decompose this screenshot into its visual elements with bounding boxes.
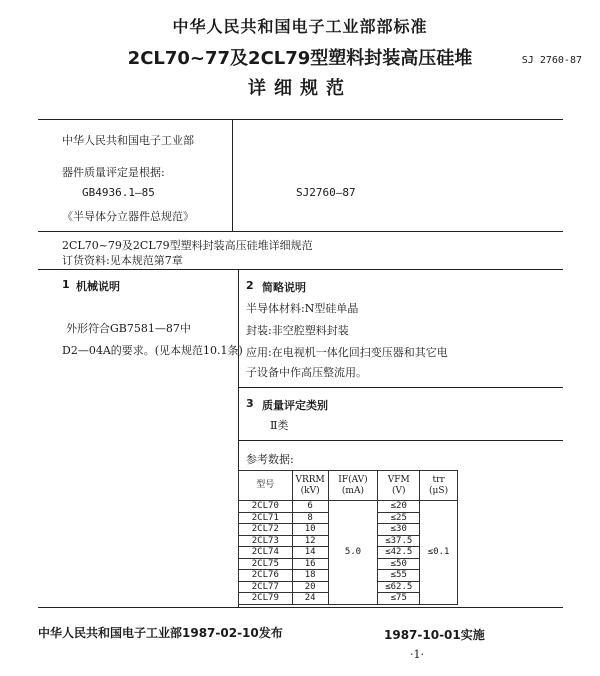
right-standard-number: SJ2760—87: [296, 186, 356, 199]
section1-title: 机械说明: [76, 280, 120, 293]
cell-vfm: ≤55: [378, 570, 420, 582]
cell-vrrm: 6: [292, 501, 328, 513]
section2-application-line2: 子设备中作高压整流用。: [246, 366, 367, 379]
basis-label: 器件质量评定是根据:: [62, 166, 165, 179]
section2-material: 半导体材料:N型硅单晶: [246, 302, 359, 315]
cell-trr: ≤0.1: [420, 501, 458, 605]
cell-model: 2CL73: [239, 535, 293, 547]
rule-bottom: [38, 607, 563, 608]
cell-vrrm: 8: [292, 512, 328, 524]
cell-model: 2CL70: [239, 501, 293, 513]
cell-if-av: 5.0: [328, 501, 378, 605]
divider-info: [232, 119, 233, 231]
rule-section3: [238, 387, 563, 388]
spec-name: 2CL70~79及2CL79型塑料封装高压硅堆详细规范: [62, 239, 313, 252]
section2-application-line1: 应用:在电视机一体化回扫变压器和其它电: [246, 346, 448, 359]
cell-vrrm: 24: [292, 593, 328, 605]
effective-date: 1987-10-01实施: [384, 628, 485, 642]
page-number: ·1·: [410, 648, 424, 661]
basis-code: GB4936.1—85: [82, 186, 155, 199]
section3-number: 3: [246, 397, 254, 410]
section2-number: 2: [246, 279, 254, 292]
table-row: [239, 501, 458, 513]
cell-model: 2CL79: [239, 593, 293, 605]
issued-date: 中华人民共和国电子工业部1987-02-10发布: [38, 626, 283, 640]
cell-vrrm: 10: [292, 524, 328, 536]
table-header-row: [239, 471, 458, 501]
cell-vrrm: 18: [292, 570, 328, 582]
section2-package: 封装:非空腔塑料封装: [246, 324, 349, 337]
rule-top: [38, 119, 563, 120]
cell-model: 2CL72: [239, 524, 293, 536]
col-model: 型号: [239, 471, 293, 501]
section1-number: 1: [62, 278, 70, 291]
rule-reference: [238, 440, 563, 441]
document-subtitle: 详细规范: [248, 78, 352, 99]
cell-vfm: ≤75: [378, 593, 420, 605]
org-standard-title: 中华人民共和国电子工业部部标准: [172, 17, 428, 36]
issuer: 中华人民共和国电子工业部: [62, 134, 194, 147]
standard-number: SJ 2760-87: [521, 55, 582, 66]
cell-vfm: ≤42.5: [378, 547, 420, 559]
cell-vrrm: 16: [292, 558, 328, 570]
section2-title: 简略说明: [262, 281, 306, 294]
section3-title: 质量评定类别: [262, 399, 328, 412]
reference-label: 参考数据:: [246, 453, 294, 466]
basis-spec: 《半导体分立器件总规范》: [62, 210, 194, 223]
rule-info-bottom: [38, 231, 563, 232]
col-if-av: IF(AV) (mA): [328, 471, 378, 501]
rule-spec-bottom: [38, 269, 563, 270]
document-title: 2CL70~77及2CL79型塑料封装高压硅堆: [127, 48, 473, 69]
cell-vfm: ≤20: [378, 501, 420, 513]
section1-body-line2: D2—04A的要求。(见本规范10.1条): [62, 344, 243, 357]
section3-category: Ⅱ类: [270, 419, 289, 432]
section1-body-line1: 外形符合GB7581—87中: [66, 322, 191, 335]
order-info: 订货资料:见本规范第7章: [62, 254, 183, 267]
cell-vfm: ≤25: [378, 512, 420, 524]
cell-vfm: ≤50: [378, 558, 420, 570]
cell-model: 2CL77: [239, 581, 293, 593]
cell-vfm: ≤37.5: [378, 535, 420, 547]
cell-vrrm: 12: [292, 535, 328, 547]
cell-model: 2CL75: [239, 558, 293, 570]
col-vfm: VFM (V): [378, 471, 420, 501]
cell-vrrm: 14: [292, 547, 328, 559]
cell-vrrm: 20: [292, 581, 328, 593]
cell-vfm: ≤30: [378, 524, 420, 536]
cell-model: 2CL74: [239, 547, 293, 559]
cell-model: 2CL71: [239, 512, 293, 524]
cell-model: 2CL76: [239, 570, 293, 582]
col-trr: trr (μS): [420, 471, 458, 501]
cell-vfm: ≤62.5: [378, 581, 420, 593]
col-vrrm: VRRM (kV): [292, 471, 328, 501]
reference-data-table: [238, 470, 458, 605]
